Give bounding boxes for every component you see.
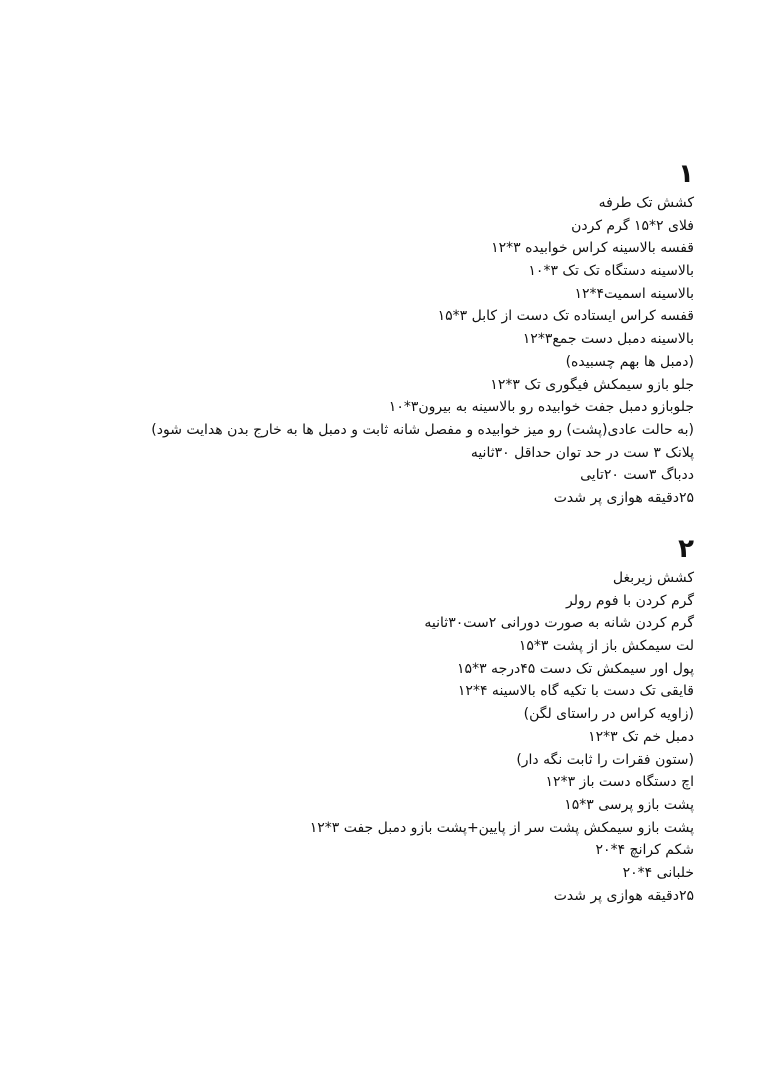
exercise-line: قایقی تک دست با تکیه گاه بالاسینه ۴*۱۲ (457, 683, 694, 700)
exercise-line: ددباگ ۳ست ۲۰تایی (580, 467, 694, 484)
section-number: ١ (678, 159, 694, 189)
exercise-line: بالاسینه اسمیت۴*۱۲ (574, 285, 694, 302)
exercise-line: قفسه کراس ایستاده تک دست از کابل ۳*۱۵ (437, 308, 694, 325)
section-number: ٢ (678, 534, 694, 564)
exercise-line: پشت بازو پرسی ۳*۱۵ (564, 796, 694, 813)
exercise-line: پشت بازو سیمکش پشت سر از پایین+پشت بازو دمبل جفت ۳*۱۲ (309, 819, 694, 836)
exercise-line: بالاسینه دمبل دست جمع۳*۱۲ (522, 331, 694, 348)
exercise-line: ۲۵دقیقه هوازی پر شدت (553, 489, 694, 506)
exercise-note: (به حالت عادی(پشت) رو میز خوابیده و مفصل شانه ثابت و دمبل ها به خارج بدن هدایت شود) (151, 421, 694, 438)
exercise-line: پلانک ۳ ست در حد توان حداقل ۳۰ثانیه (470, 444, 694, 461)
exercise-list (54, 192, 694, 510)
exercise-line: جلوبازو دمبل جفت خوابیده رو بالاسینه به بیرون۳*۱۰ (388, 399, 694, 416)
exercise-note: (دمبل ها بهم چسبیده) (565, 353, 694, 370)
exercise-line: ۲۵دقیقه هوازی پر شدت (553, 887, 694, 904)
exercise-line: اچ دستگاه دست باز ۳*۱۲ (545, 774, 694, 791)
exercise-line: گرم کردن با فوم رولر (565, 592, 694, 609)
exercise-line: شکم کرانچ ۴*۲۰ (595, 842, 694, 859)
exercise-line: بالاسینه دستگاه تک تک ۳*۱۰ (528, 263, 694, 280)
exercise-note: (ستون فقرات را ثابت نگه دار) (516, 751, 694, 768)
exercise-line: قفسه بالاسینه کراس خوابیده ۳*۱۲ (491, 240, 694, 257)
exercise-list (54, 567, 694, 907)
exercise-note: (زاویه کراس در راستای لگن) (523, 706, 694, 723)
exercise-line: گرم کردن شانه به صورت دورانی ۲ست۳۰ثانیه (424, 615, 694, 632)
workout-section-1 (54, 158, 694, 510)
exercise-line: کشش تک طرفه (598, 195, 694, 211)
exercise-line: فلای ۲*۱۵ گرم کردن (571, 217, 694, 234)
exercise-line: دمبل خم تک ۳*۱۲ (588, 728, 694, 745)
exercise-line: پول اور سیمکش تک دست ۴۵درجه ۳*۱۵ (457, 660, 694, 677)
workout-section-2 (54, 533, 694, 907)
exercise-line: خلبانی ۴*۲۰ (622, 864, 694, 881)
exercise-line: جلو بازو سیمکش فیگوری تک ۳*۱۲ (490, 376, 694, 393)
exercise-line: لت سیمکش باز از پشت ۳*۱۵ (518, 638, 694, 655)
exercise-line: کشش زیربغل (612, 570, 694, 586)
